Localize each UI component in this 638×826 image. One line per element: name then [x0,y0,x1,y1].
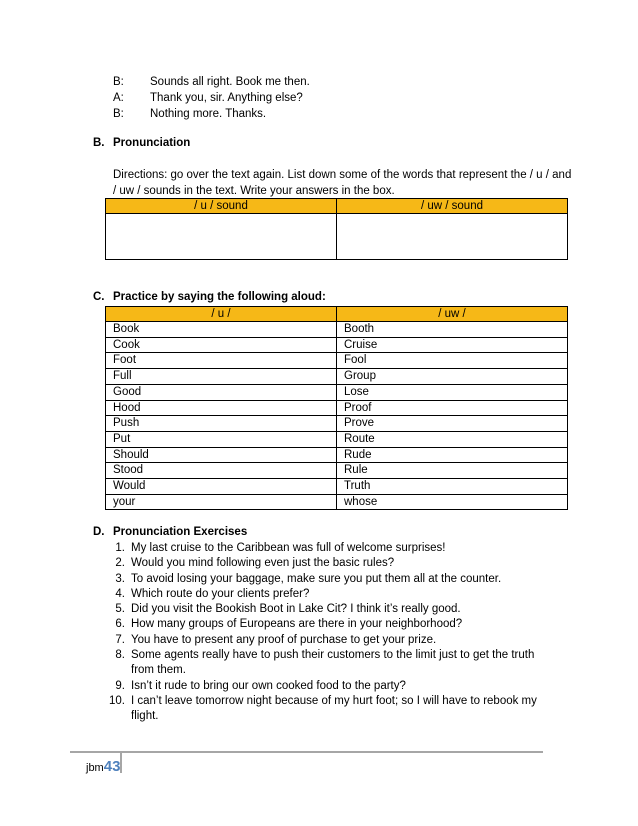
item-text: Isn’t it rude to bring our own cooked food to the party? [131,679,406,692]
table-row [106,463,568,479]
word-uw: Fool [337,353,568,369]
section-letter: B. [93,137,105,149]
word-uw: Prove [337,416,568,432]
list-item [93,633,553,648]
dialogue-text: Thank you, sir. Anything else? [150,92,303,104]
item-number: 5. [115,603,125,616]
table-row [106,416,568,432]
page-number: 43 [103,758,121,775]
word-uw: Cruise [337,337,568,353]
word-u: Cook [106,337,337,353]
word-uw: Truth [337,479,568,495]
item-text: I can’t leave tomorrow night because of my hurt foot; so I will have to rebook my flight. [131,694,537,723]
section-title: Pronunciation [113,137,191,149]
word-u: Full [106,369,337,385]
word-uw: Proof [337,400,568,416]
list-item [93,648,553,679]
item-number: 1. [115,542,125,554]
page-footer [86,758,120,775]
footer-divider [70,751,543,753]
column-header-u: / u / sound [106,199,337,214]
word-u: Would [106,479,337,495]
table-row [106,400,568,416]
word-u: your [106,494,337,510]
section-title: Pronunciation Exercises [113,526,248,538]
item-number: 9. [115,679,125,692]
list-item [93,587,553,602]
word-u: Hood [106,400,337,416]
section-d-heading [93,526,247,538]
item-number: 6. [115,618,125,631]
list-item [93,694,553,725]
column-header-uw: / uw / [337,307,568,322]
item-number: 10. [109,694,125,707]
section-b-heading [93,137,190,149]
item-text: How many groups of Europeans are there in your neighborhood? [131,618,463,631]
item-text: My last cruise to the Caribbean was full of welcome surprises! [131,542,446,554]
answer-cell-uw[interactable] [337,214,568,260]
practice-table [105,306,568,510]
answer-cell-u[interactable] [106,214,337,260]
word-u: Good [106,384,337,400]
section-letter: D. [93,526,105,538]
list-item [93,541,553,556]
dialogue-text: Nothing more. Thanks. [150,108,267,120]
word-u: Should [106,447,337,463]
word-uw: Group [337,369,568,385]
item-number: 4. [115,587,125,600]
column-header-u: / u / [106,307,337,322]
speaker: B: [113,108,124,120]
word-uw: Rude [337,447,568,463]
table-row [106,447,568,463]
column-header-uw: / uw / sound [337,199,568,214]
list-item [93,556,553,571]
table-row [106,322,568,338]
list-item [93,602,553,617]
word-uw: whose [337,494,568,510]
item-number: 2. [115,557,125,570]
item-text: Would you mind following even just the basic rules? [131,557,395,570]
word-u: Book [106,322,337,338]
item-text: Which route do your clients prefer? [131,587,310,600]
word-uw: Rule [337,463,568,479]
answer-box-table [105,198,568,260]
list-item [93,617,553,632]
item-number: 7. [115,633,125,646]
table-row [106,337,568,353]
word-u: Stood [106,463,337,479]
word-u: Put [106,431,337,447]
item-number: 8. [115,649,125,662]
table-row [106,369,568,385]
table-row [106,479,568,495]
section-letter: C. [93,291,105,303]
word-uw: Route [337,431,568,447]
table-row [106,384,568,400]
word-u: Foot [106,353,337,369]
word-uw: Booth [337,322,568,338]
speaker: A: [113,92,124,104]
speaker: B: [113,76,124,88]
directions: Directions: go over the text again. List down some of the words that represent the / u / and / uw / sounds in the text. Write your answers in the box. [113,169,572,197]
table-row [106,494,568,510]
word-uw: Lose [337,384,568,400]
exercise-list [93,541,553,725]
item-text: Some agents really have to push their customers to the limit just to get the truth from them. [131,649,535,677]
dialogue-text: Sounds all right. Book me then. [150,76,310,88]
item-number: 3. [115,572,125,585]
section-c-heading [93,291,326,303]
section-title: Practice by saying the following aloud: [113,291,326,303]
table-row [106,353,568,369]
table-row [106,431,568,447]
item-text: To avoid losing your baggage, make sure you put them all at the counter. [131,572,502,585]
list-item [93,679,553,694]
word-u: Push [106,416,337,432]
item-text: You have to present any proof of purchase to get your prize. [131,633,437,646]
list-item [93,572,553,587]
item-text: Did you visit the Bookish Boot in Lake Cit? I think it’s really good. [131,603,461,616]
footer-author: jbm [86,762,104,774]
